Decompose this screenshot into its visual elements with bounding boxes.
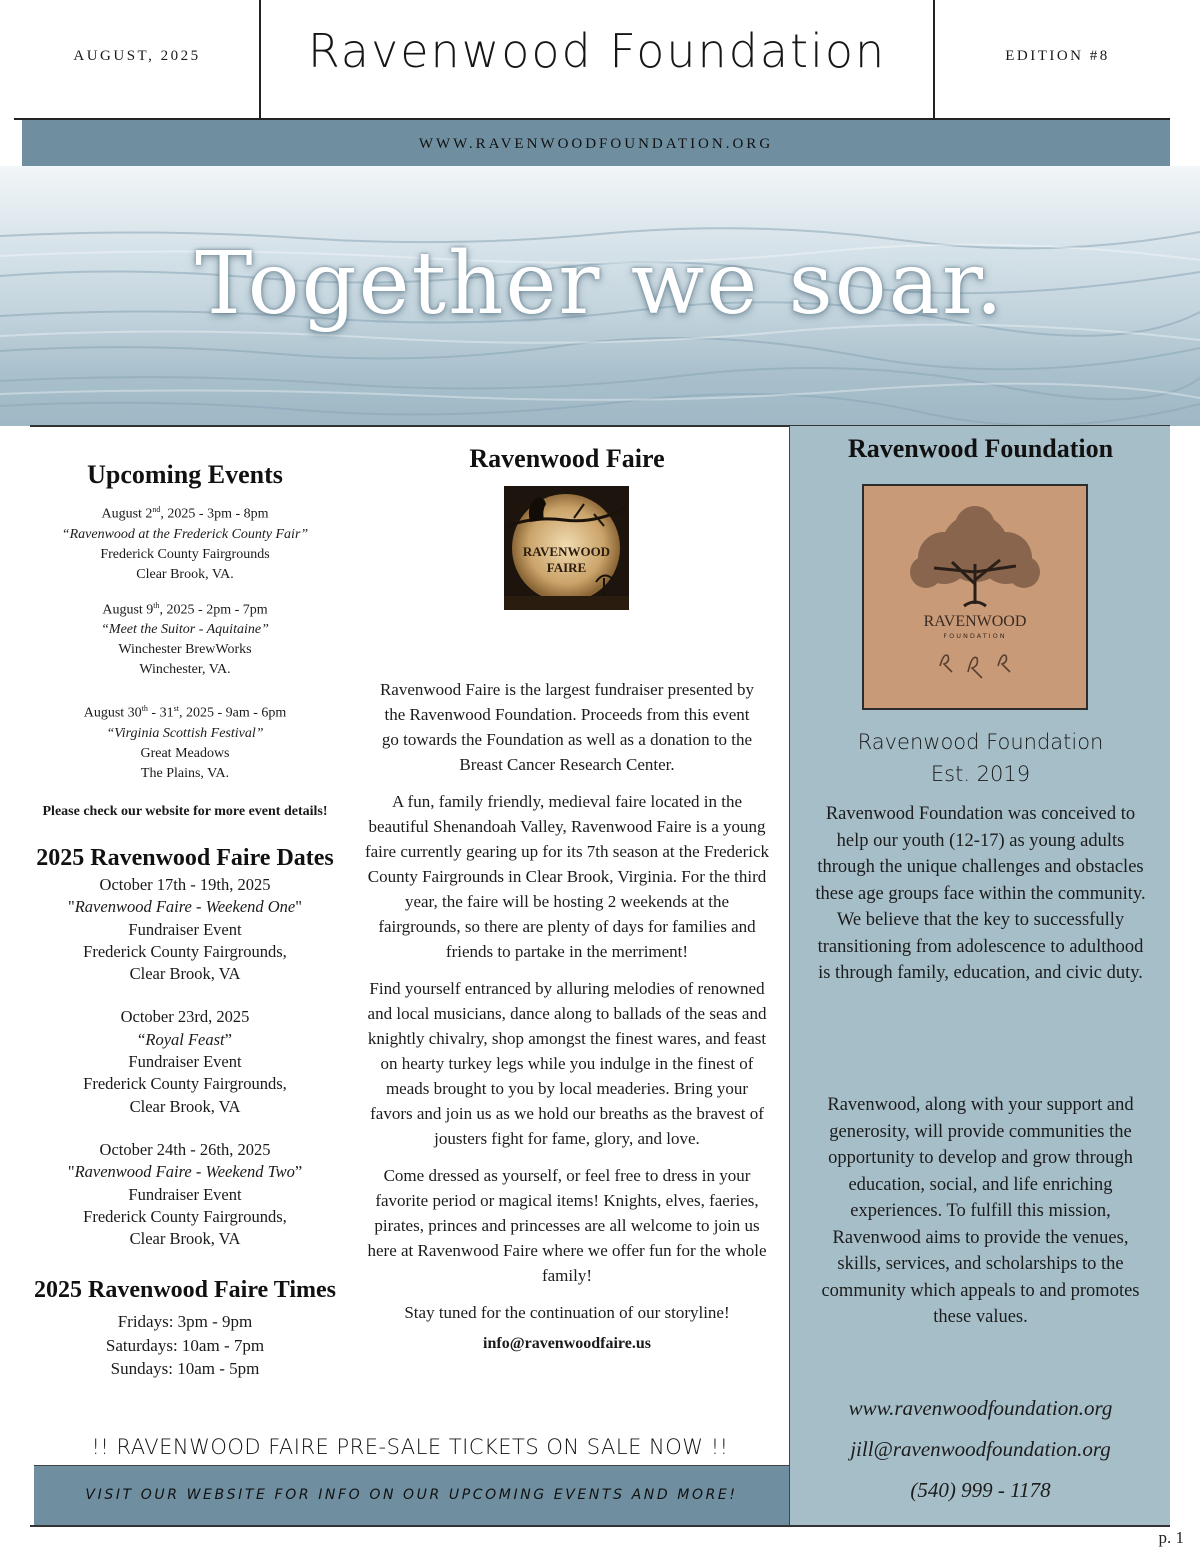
foundation-website-link[interactable]: www.ravenwoodfoundation.org — [848, 1396, 1113, 1420]
faire-time-line: Fridays: 3pm - 9pm — [117, 1312, 253, 1332]
event-place: Clear Brook, VA. — [136, 566, 234, 582]
event-item — [30, 500, 340, 585]
event-item — [30, 699, 340, 784]
foundation-paragraph: Ravenwood Foundation was conceived to help our youth (12-17) as young adults through the unique challenges and obstacles these age groups face within the community. We believe that the key to successfully transitioning from adolescence to adulthood is through family, education, and civic duty. — [815, 804, 1146, 983]
left-column — [30, 426, 340, 1381]
moon-raven-image — [504, 486, 629, 610]
faire-event-name — [30, 896, 340, 918]
foundation-email-link[interactable]: jill@ravenwoodfoundation.org — [850, 1437, 1111, 1461]
foundation-established: Est. 2019 — [930, 762, 1031, 786]
quote-mark: ” — [224, 1029, 232, 1049]
faire-date: October 17th - 19th, 2025 — [99, 874, 271, 894]
event-time-text: , 2025 - 2pm - 7pm — [159, 602, 268, 618]
event-date-text: August 30 — [83, 705, 142, 721]
event-date-text: August 2 — [101, 506, 153, 522]
foundation-name: Ravenwood Foundation — [857, 730, 1104, 754]
event-venue: Frederick County Fairgrounds — [100, 546, 270, 562]
date-suffix: th — [141, 704, 148, 714]
event-date — [30, 596, 340, 621]
middle-column — [362, 426, 772, 1353]
website-banner[interactable]: WWW.RAVENWOODFOUNDATION.ORG — [22, 120, 1170, 166]
faire-event-type: Fundraiser Event — [128, 1052, 242, 1072]
event-date — [30, 500, 340, 525]
faire-venue: Frederick County Fairgrounds, — [83, 1206, 287, 1226]
event-name: “Ravenwood at the Frederick County Fair” — [61, 526, 309, 542]
event-venue: Winchester BrewWorks — [118, 642, 252, 658]
event-item — [30, 596, 340, 681]
faire-event-type: Fundraiser Event — [128, 1184, 242, 1204]
faire-paragraph: Ravenwood Faire is the largest fundraiser presented by the Ravenwood Foundation. Proceeds from this event go towards the Foundation as well as a donation to the Breast Cancer Research Center. — [379, 680, 755, 774]
faire-logo-text-1: RAVENWOOD — [522, 544, 611, 559]
foundation-logo — [862, 484, 1088, 710]
issue-date: AUGUST, 2025 — [73, 48, 201, 64]
faire-dates-heading: 2025 Ravenwood Faire Dates — [36, 844, 334, 871]
event-venue: Great Meadows — [140, 745, 230, 761]
faire-times-heading: 2025 Ravenwood Faire Times — [33, 1277, 336, 1304]
event-name: “Virginia Scottish Festival” — [106, 725, 264, 741]
faire-paragraph: Stay tuned for the continuation of our storyline! — [404, 1303, 730, 1322]
faire-date-item — [30, 1006, 340, 1117]
faire-event-name — [30, 1161, 340, 1183]
faire-date: October 23rd, 2025 — [120, 1007, 250, 1027]
date-suffix: th — [153, 600, 160, 610]
faire-paragraph: Find yourself entranced by alluring melodies of renowned and local musicians, dance along to ballads of the seas and knightly chivalry, shop amongst the finest wares, and feast on hearty turkey legs while you indulge in the finest of meads brought to you by local meaderies. Bring your favors and join us as we hold our breaths as the bravest of jousters fight for fame, glory, and love. — [367, 979, 767, 1148]
ravenwood-faire-heading: Ravenwood Faire — [469, 444, 665, 473]
foundation-logo-subtext: FOUNDATION — [943, 632, 1007, 640]
masthead — [0, 0, 1200, 120]
quote-mark: " — [295, 897, 303, 917]
faire-paragraph: A fun, family friendly, medieval faire located in the beautiful Shenandoah Valley, Ravenwood Faire is a young faire currently gearing up for its 7th season at the Frederick County Fairgrounds in Clear Brook, Virginia. For the third year, the faire will be hosting 2 weekends at the fairgrounds, so there are plenty of days for families and friends to partake in the merriment! — [364, 792, 770, 961]
foundation-sidebar — [789, 426, 1170, 1526]
oak-tree-image — [864, 486, 1086, 708]
faire-date-item — [30, 874, 340, 985]
event-place: Winchester, VA. — [139, 662, 231, 678]
faire-times-list — [30, 1310, 340, 1381]
faire-time-line: Saturdays: 10am - 7pm — [105, 1335, 265, 1355]
date-suffix: nd — [152, 505, 161, 514]
faire-event-name — [30, 1029, 340, 1051]
upcoming-events-heading: Upcoming Events — [87, 460, 283, 489]
faire-place: Clear Brook, VA — [129, 1229, 241, 1249]
faire-venue: Frederick County Fairgrounds, — [83, 941, 287, 961]
faire-logo-text-2: FAIRE — [546, 560, 587, 575]
events-website-note: Please check our website for more event details! — [42, 803, 328, 819]
foundation-phone[interactable]: (540) 999 - 1178 — [910, 1478, 1051, 1502]
hero-tagline: Together we soar. — [195, 234, 1005, 334]
presale-announcement: !! RAVENWOOD FAIRE PRE-SALE TICKETS ON SALE NOW !! — [91, 1435, 729, 1459]
foundation-paragraph: Ravenwood, along with your support and generosity, will provide communities the opportunity to develop and grow through education, social, and life enriching experiences. To fulfill this mission, Ravenwood aims to provide the venues, skills, services, and scholarships to the community which appeals to and promotes these values. — [821, 1095, 1140, 1327]
faire-place: Clear Brook, VA — [129, 964, 241, 984]
faire-event-title: Ravenwood Faire - Weekend Two — [74, 1162, 295, 1182]
hero-banner — [0, 166, 1200, 426]
foundation-logo-text: RAVENWOOD — [923, 613, 1027, 630]
newsletter-title: Ravenwood Foundation — [307, 24, 887, 78]
footer-rule — [30, 1525, 1170, 1527]
event-name: “Meet the Suitor - Aquitaine” — [101, 622, 269, 638]
quote-mark: " — [67, 897, 75, 917]
event-place: The Plains, VA. — [140, 765, 230, 781]
faire-paragraph: Come dressed as yourself, or feel free to dress in your favorite period or magical items! Knights, elves, faeries, pirates, princes and princesses are all welcome to join us here at Ravenwood Faire where we offer fun for the whole family! — [367, 1166, 767, 1285]
faire-time-line: Sundays: 10am - 5pm — [110, 1359, 260, 1379]
page-number: p. 1 — [1158, 1528, 1184, 1547]
faire-email-link[interactable]: info@ravenwoodfaire.us — [483, 1335, 651, 1352]
event-date-text: August 9 — [102, 602, 154, 618]
faire-place: Clear Brook, VA — [129, 1096, 241, 1116]
event-time-text: , 2025 - 3pm - 8pm — [160, 506, 269, 522]
faire-date: October 24th - 26th, 2025 — [99, 1139, 271, 1159]
quote-mark: “ — [138, 1029, 146, 1049]
event-date — [30, 699, 340, 724]
faire-event-title: Ravenwood Faire - Weekend One — [74, 897, 296, 917]
date-suffix: st — [173, 704, 179, 714]
faire-logo — [504, 486, 629, 610]
event-time-text: , 2025 - 9am - 6pm — [178, 705, 287, 721]
foundation-heading: Ravenwood Foundation — [847, 434, 1114, 463]
edition-number: EDITION #8 — [1005, 48, 1110, 64]
quote-mark: " — [67, 1162, 75, 1182]
faire-event-title: Royal Feast — [145, 1029, 225, 1049]
visit-website-banner[interactable]: VISIT OUR WEBSITE FOR INFO ON OUR UPCOMING EVENTS AND MORE! — [34, 1465, 789, 1525]
event-date-range: - 31 — [147, 705, 174, 721]
faire-date-item — [30, 1139, 340, 1250]
faire-venue: Frederick County Fairgrounds, — [83, 1074, 287, 1094]
faire-event-type: Fundraiser Event — [128, 919, 242, 939]
quote-mark: ” — [294, 1162, 303, 1182]
